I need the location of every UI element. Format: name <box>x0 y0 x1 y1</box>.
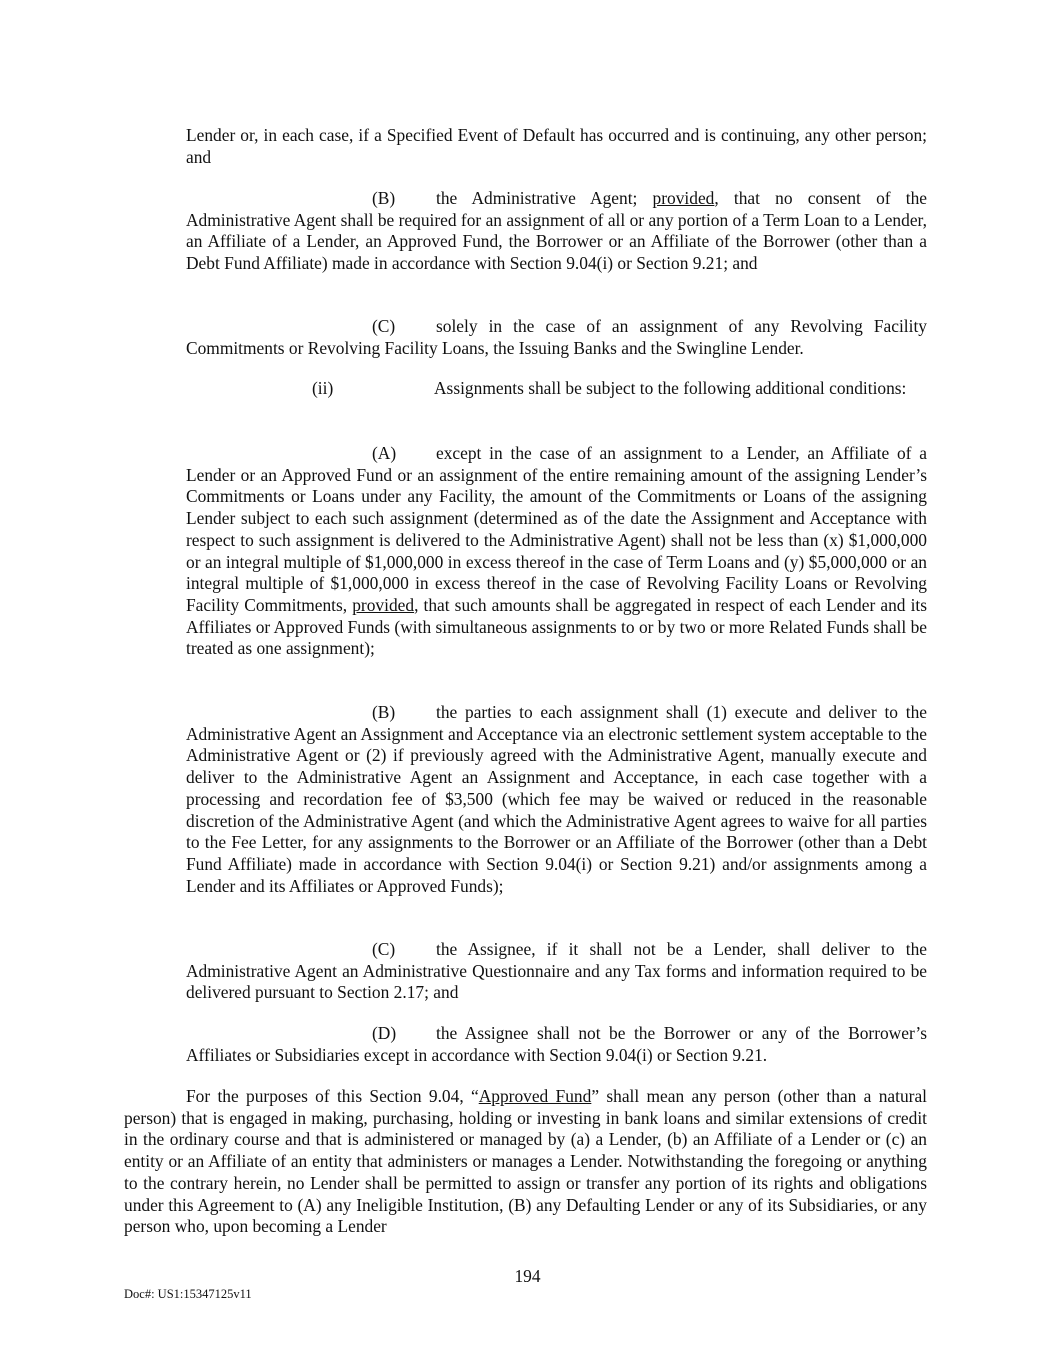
item-label: (D) <box>372 1023 397 1043</box>
paragraph-b-execute-deliver <box>186 702 927 897</box>
item-label: (ii) <box>312 378 334 398</box>
underlined-term: provided <box>352 594 415 615</box>
paragraph-c-issuing-banks <box>186 316 927 359</box>
paragraph-text: ” shall mean any person (other than a natural person) that is engaged in making, purchasing, holding or investing in bank loans and similar extensions of credit in the ordinary course and that is administered or managed by (a) a Lender, (b) an Affiliate of a Lender or (c) an entity or an Affiliate of an entity that administers or manages a Lender. Notwithstanding the foregoing or anything to the contrary herein, no Lender shall be permitted to assign or transfer any portion of its rights and obligations under this Agreement to (A) any Ineligible Institution, (B) any Defaulting Lender or any of its Subsidiaries, or any person who, upon becoming a Lender <box>124 1086 927 1237</box>
paragraph-approved-fund-definition <box>124 1086 927 1238</box>
item-label: (B) <box>372 702 396 722</box>
paragraph-text: the parties to each assignment shall (1) execute and deliver to the Administrative Agent an Assignment and Acceptance via an electronic settlement system acceptable to the Administrative Agent or (2) if previously agreed with the Administrative Agent, manually execute and deliver to the Administrative Agent an Assignment and Acceptance, in each case together with a processing and recordation fee of $3,500 (which fee may be waived or reduced in the reasonable discretion of the Administrative Agent (and which the Administrative Agent agrees to waive for all parties to the Fee Letter, for any assignments to the Borrower or an Affiliate of the Borrower (other than a Debt Fund Affiliate) made in accordance with Section 9.04(i) or Section 9.21) and/or assignments among a Lender and its Affiliates or Approved Funds); <box>186 702 927 896</box>
item-label: (C) <box>372 939 396 959</box>
underlined-term: Approved Fund <box>478 1086 592 1106</box>
paragraph-text: the Administrative Agent; <box>436 188 653 208</box>
paragraph-text: For the purposes of this Section 9.04, “ <box>186 1086 479 1106</box>
paragraph-text: the Assignee shall not be the Borrower or any of the Borrower’s Affiliates or Subsidiaries except in accordance with Section 9.04(i) or Section 9.21. <box>186 1023 927 1065</box>
page-number: 194 <box>514 1266 541 1286</box>
item-label: (A) <box>372 443 397 463</box>
paragraph-ii-conditions <box>186 378 927 400</box>
paragraph-text: solely in the case of an assignment of any Revolving Facility Commitments or Revolving Facility Loans, the Issuing Banks and the Swingline Lender. <box>186 316 927 358</box>
item-label: (B) <box>372 188 396 208</box>
paragraph-a-minimum-amounts <box>186 443 927 660</box>
document-id: Doc#: US1:15347125v11 <box>124 1287 252 1301</box>
paragraph-c-assignee-questionnaire <box>186 939 927 1004</box>
paragraph-text: the Assignee, if it shall not be a Lender, shall deliver to the Administrative Agent an Administrative Questionnaire and any Tax forms and information required to be delivered pursuant to Section 2.17; and <box>186 939 927 1003</box>
paragraph-text: , that such amounts shall be aggregated in respect of each Lender and its Affiliates or Approved Funds (with simultaneous assignments to or by two or more Related Funds shall be treated as one assignment); <box>186 594 927 659</box>
paragraph-text: Assignments shall be subject to the following additional conditions: <box>434 378 907 398</box>
paragraph-d-assignee-borrower <box>186 1023 927 1066</box>
paragraph-continuation: Lender or, in each case, if a Specified Event of Default has occurred and is continuing, any other person; and <box>186 125 927 167</box>
item-label: (C) <box>372 316 396 336</box>
paragraph-b-administrative-agent <box>186 188 927 275</box>
paragraph-text: except in the case of an assignment to a Lender, an Affiliate of a Lender or an Approved Fund or an assignment of the entire remaining amount of the assigning Lender’s Commitments or Loans under any Facility, the amount of the Commitments or Loans of the assigning Lender subject to each such assignment (determined as of the date the Assignment and Acceptance with respect to such assignment is delivered to the Administrative Agent) shall not be less than (x) $1,000,000 or an integral multiple of $1,000,000 in excess thereof in the case of Term Loans and (y) $5,000,000 or an integral multiple of $1,000,000 in excess thereof in the case of Revolving Facility Loans or Revolving Facility Commitments, <box>186 443 927 615</box>
paragraph-text: , that no consent of the Administrative Agent shall be required for an assignment of all or any portion of a Term Loan to a Lender, an Affiliate of a Lender, an Approved Fund, the Borrower or an Affiliate of the Borrower (other than a Debt Fund Affiliate) made in accordance with Section 9.04(i) or Section 9.21; and <box>186 188 927 274</box>
underlined-term: provided <box>652 188 715 208</box>
